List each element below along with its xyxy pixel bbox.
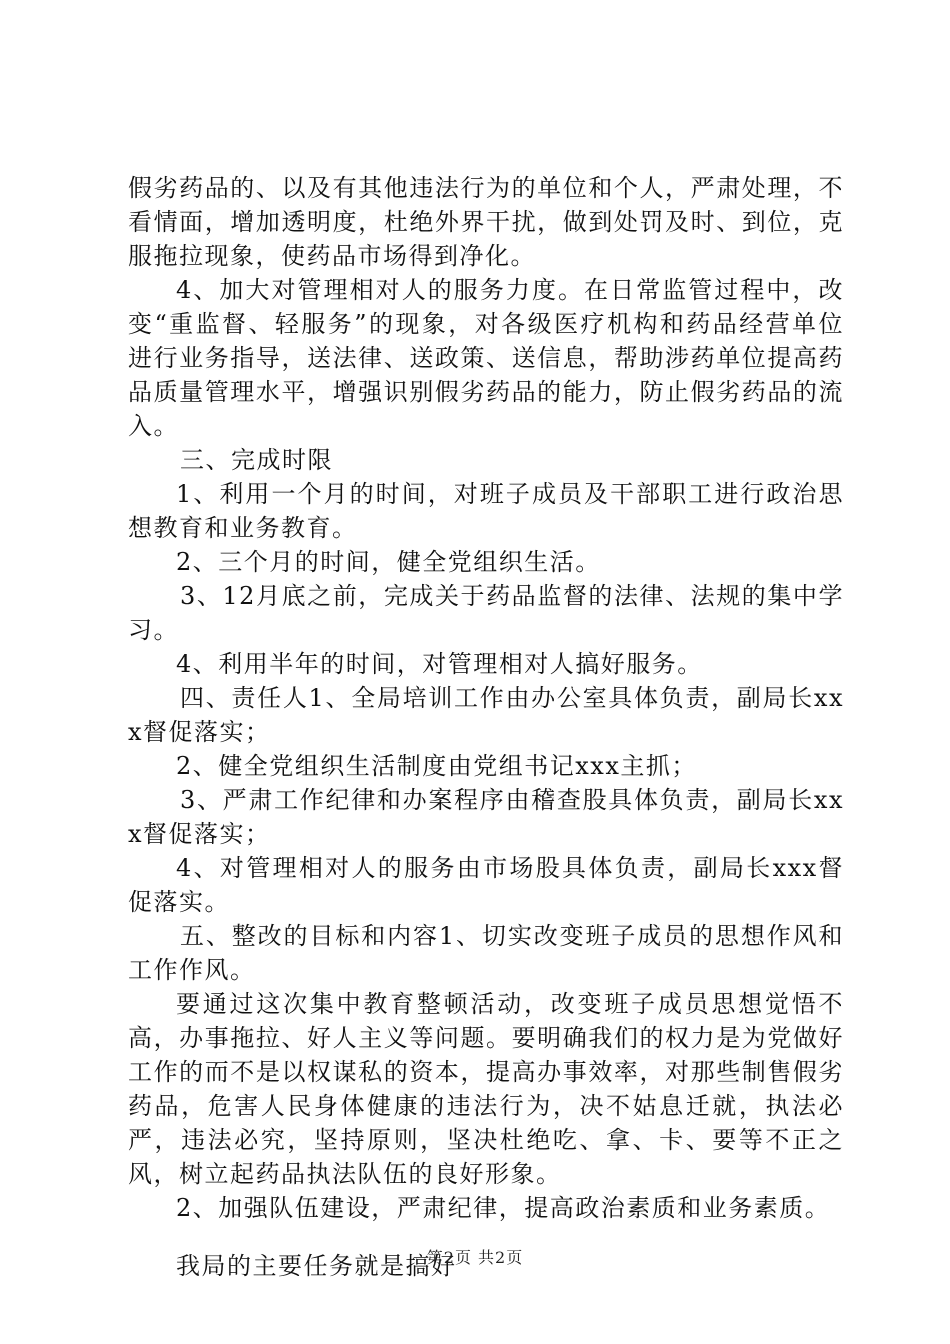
paragraph-1: 假劣药品的、以及有其他违法行为的单位和个人，严肃处理，不看情面，增加透明度，杜绝外界干扰，做到处罚及时、到位，克服拖拉现象，使药品市场得到净化。 [128, 174, 844, 270]
paragraph-13: 要通过这次集中教育整顿活动，改变班子成员思想觉悟不高，办事拖拉、好人主义等问题。要明确我们的权力是为党做好工作的而不是以权谋私的资本，提高办事效率，对那些制售假劣药品，危害人民身体健康的违法行为，决不姑息迁就，执法必严，违法必究，坚持原则，坚决杜绝吃、拿、卡、要等不正之风，树立起药品执法队伍的良好形象。 [128, 990, 844, 1188]
paragraph-10: 3、严肃工作纪律和办案程序由稽查股具体负责，副局长xxx督促落实； [128, 786, 844, 848]
section-heading-responsible-person: 四、责任人1、全局培训工作由办公室具体负责，副局长xxx督促落实； [128, 684, 844, 746]
paragraph-6: 3、12月底之前，完成关于药品监督的法律、法规的集中学习。 [128, 582, 844, 644]
paragraph-5: 2、三个月的时间，健全党组织生活。 [176, 548, 601, 576]
paragraph-15: 我局的主要任务就是搞好 [176, 1252, 457, 1280]
paragraph-4: 1、利用一个月的时间，对班子成员及干部职工进行政治思想教育和业务教育。 [128, 480, 844, 542]
paragraph-2: 4、加大对管理相对人的服务力度。在日常监管过程中，改变“重监督、轻服务”的现象，对各级医疗机构和药品经营单位进行业务指导，送法律、送政策、送信息，帮助涉药单位提高药品质量管理水平，增强识别假劣药品的能力，防止假劣药品的流入。 [128, 276, 844, 440]
section-heading-completion-time: 三、完成时限 [180, 446, 333, 474]
section-heading-goals: 五、整改的目标和内容1、切实改变班子成员的思想作风和工作作风。 [128, 922, 844, 984]
document-body [128, 171, 844, 1283]
paragraph-14: 2、加强队伍建设，严肃纪律，提高政治素质和业务素质。 [176, 1194, 831, 1222]
page-footer [0, 1245, 950, 1268]
paragraph-11: 4、对管理相对人的服务由市场股具体负责，副局长xxx督促落实。 [128, 854, 844, 916]
paragraph-7: 4、利用半年的时间，对管理相对人搞好服务。 [176, 650, 703, 678]
page-number-label: 第2页 共2页 [426, 1248, 524, 1267]
paragraph-9: 2、健全党组织生活制度由党组书记xxx主抓； [176, 752, 697, 780]
